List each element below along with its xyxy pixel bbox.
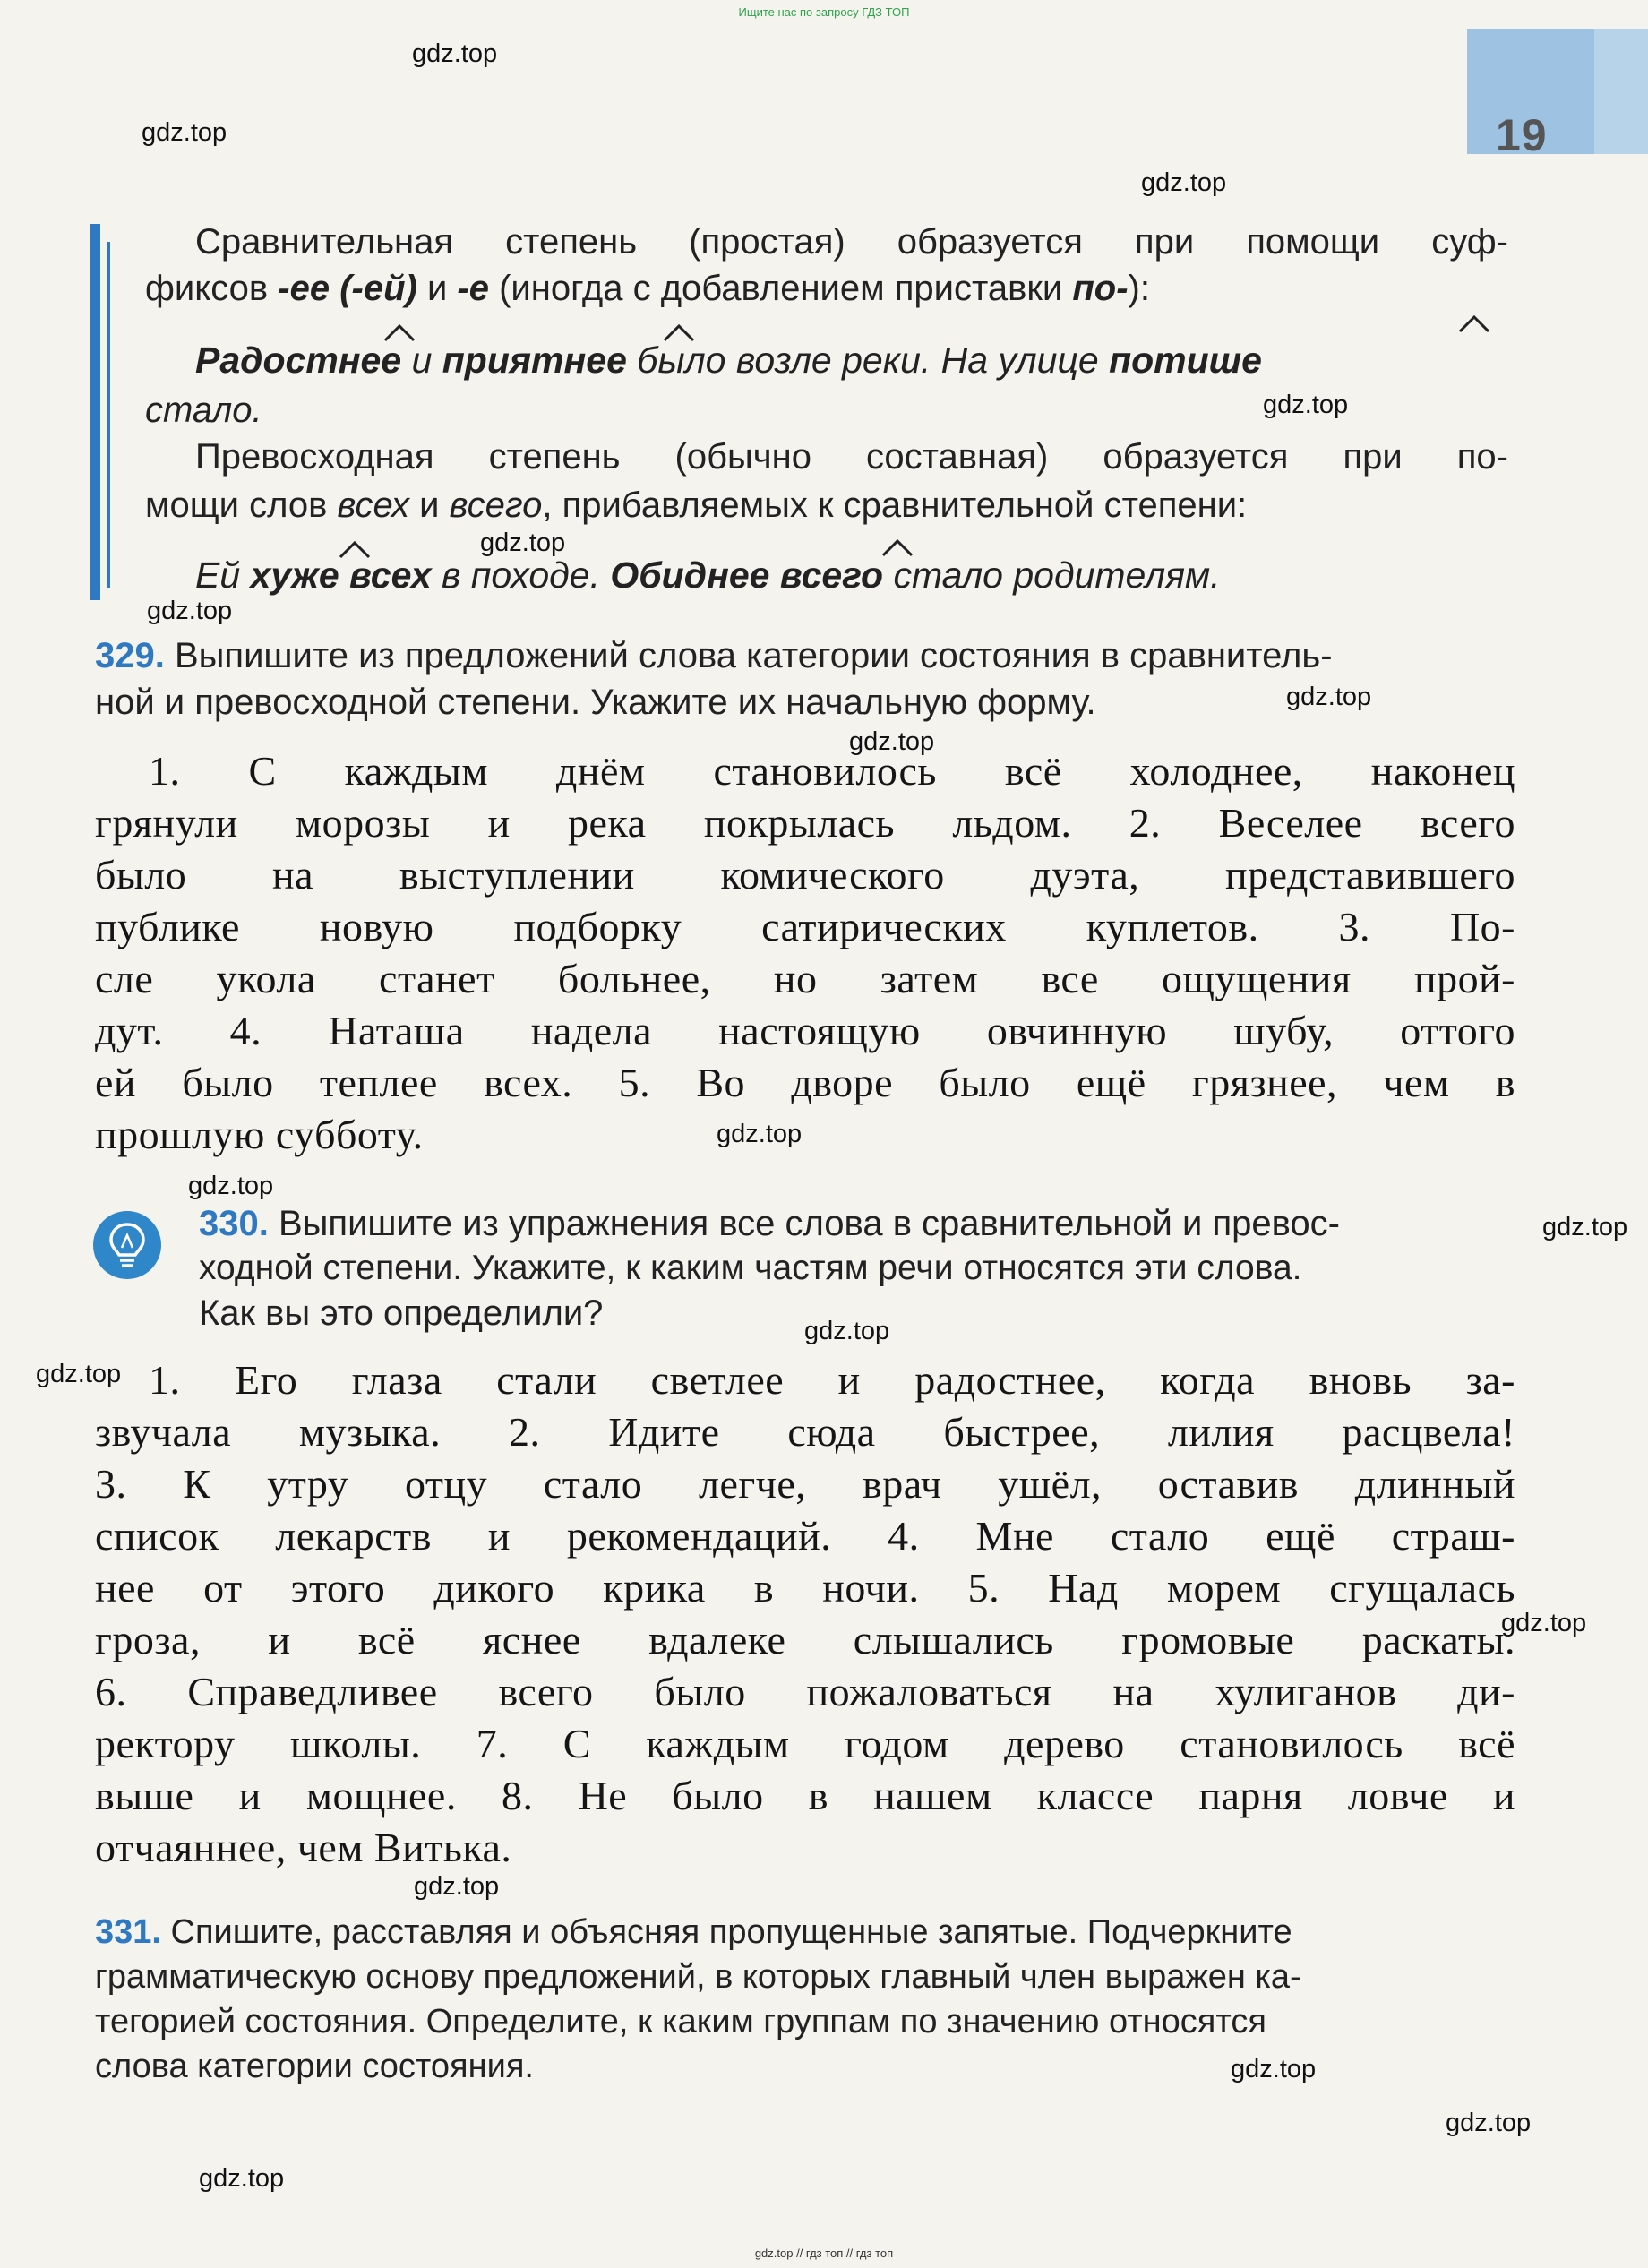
rule-line-5	[145, 482, 1515, 528]
prefix-po: по-	[1072, 269, 1129, 308]
text-line: звучала музыка. 2. Идите сюда быстрее, лилия расцвела!	[95, 1409, 1515, 1455]
watermark: gdz.top	[1231, 2055, 1317, 2083]
rule-example-1	[195, 337, 1508, 383]
corner-tab-light	[1594, 29, 1648, 154]
rule-text: Превосходная степень (обычно составная) образуется при по-	[195, 437, 1508, 477]
exercise-329-task-line-2: ной и превосходной степени. Укажите их начальную форму.	[95, 683, 1096, 722]
task-text: Спишите, расставляя и объясняя пропущенные запятые. Подчеркните	[170, 1913, 1292, 1951]
exercise-number: 329.	[95, 636, 165, 675]
rule-text: и	[416, 269, 458, 308]
rule-accent-bar	[90, 224, 100, 600]
text-line: ей было теплее всех. 5. Во дворе было ещё грязнее, чем в	[95, 1060, 1515, 1105]
stress-caret-icon	[339, 541, 371, 559]
text-line: ректору школы. 7. С каждым годом дерево становилось всё	[95, 1721, 1515, 1766]
exercise-330-task-line-3: Как вы это определили?	[199, 1293, 604, 1333]
exercise-331-task-line-2: грамматическую основу предложений, в которых главный член выражен ка-	[95, 1958, 1301, 1996]
watermark: gdz.top	[480, 528, 566, 557]
text-line: публике новую подборку сатирических куплетов. 3. По-	[95, 904, 1515, 949]
top-banner: Ищите нас по запросу ГДЗ ТОП	[738, 5, 910, 19]
rule-text: фиксов	[145, 269, 279, 308]
example-word: Обиднее всего	[610, 554, 884, 596]
text-line: выше и мощнее. 8. Не было в нашем классе парня ловче и	[95, 1773, 1515, 1818]
stress-caret-icon	[1458, 315, 1490, 333]
rule-text: мощи слов	[145, 485, 338, 525]
rule-accent-line	[107, 242, 110, 588]
word-vsego: всего	[449, 485, 543, 525]
rule-line-1	[195, 219, 1508, 265]
watermark: gdz.top	[1542, 1213, 1628, 1241]
rule-text: Сравнительная степень (простая) образуется при помощи суф-	[195, 222, 1508, 262]
exercise-329-text	[95, 745, 1515, 1161]
watermark: gdz.top	[1141, 168, 1227, 197]
watermark: gdz.top	[1286, 683, 1372, 711]
example-word: хуже всех	[250, 554, 432, 596]
exercise-331-task-line-4: слова категории состояния.	[95, 2048, 534, 2085]
watermark: gdz.top	[36, 1360, 122, 1388]
exercise-number: 331.	[95, 1913, 161, 1951]
watermark: gdz.top	[412, 39, 498, 68]
watermark: gdz.top	[199, 2164, 285, 2193]
watermark: gdz.top	[147, 597, 233, 625]
example-word: приятнее	[442, 339, 627, 381]
text-line: 1. С каждым днём становилось всё холоднее, наконец	[149, 748, 1515, 794]
text-line: прошлую субботу.	[95, 1112, 424, 1157]
watermark: gdz.top	[1446, 2109, 1532, 2137]
page-number: 19	[1496, 110, 1548, 160]
rule-example-1-end: стало.	[145, 391, 262, 430]
example-word: потише	[1109, 339, 1262, 381]
rule-text: стало родителям.	[883, 554, 1221, 596]
rule-text: и	[409, 485, 450, 525]
text-line: дут. 4. Наташа надела настоящую овчинную шубу, оттого	[95, 1008, 1515, 1053]
rule-text: было возле реки. На улице	[626, 339, 1110, 381]
stress-caret-icon	[383, 324, 416, 342]
watermark: gdz.top	[414, 1872, 500, 1901]
rule-line-4	[195, 434, 1508, 480]
watermark: gdz.top	[849, 727, 935, 756]
lightbulb-icon	[93, 1211, 161, 1279]
bottom-banner: gdz.top // гдз топ // гдз топ	[754, 2247, 894, 2260]
watermark: gdz.top	[188, 1172, 274, 1200]
watermark: gdz.top	[804, 1317, 890, 1345]
text-line: грянули морозы и река покрылась льдом. 2. Веселее всего	[95, 800, 1515, 846]
example-word: Радостнее	[195, 339, 402, 381]
exercise-330-text	[95, 1354, 1515, 1874]
exercise-330-task-line-1	[199, 1200, 1517, 1247]
rule-text: в походе.	[431, 554, 611, 596]
rule-text: (иногда с добавлением приставки	[489, 269, 1073, 308]
watermark: gdz.top	[1263, 391, 1349, 419]
text-line: 1. Его глаза стали светлее и радостнее, когда вновь за-	[149, 1357, 1515, 1403]
exercise-329-task-line-1	[95, 632, 1519, 679]
exercise-number: 330.	[199, 1204, 269, 1243]
rule-example-2	[195, 552, 1508, 598]
stress-caret-icon	[663, 324, 695, 342]
rule-line-2	[145, 265, 1515, 312]
rule-text: и	[401, 339, 442, 381]
task-text: Выпишите из упражнения все слова в сравнительной и превос-	[278, 1204, 1340, 1243]
text-line: нее от этого дикого крика в ночи. 5. Над морем сгущалась	[95, 1565, 1515, 1611]
watermark: gdz.top	[142, 118, 227, 147]
watermark: gdz.top	[717, 1120, 803, 1148]
rule-text: Ей	[195, 554, 251, 596]
rule-text: , прибавляемых к сравнительной степени:	[542, 485, 1248, 525]
text-line: отчаяннее, чем Витька.	[95, 1825, 512, 1870]
task-text: Выпишите из предложений слова категории состояния в сравнитель-	[174, 636, 1333, 675]
text-line: 6. Справедливее всего было пожаловаться на хулиганов ди-	[95, 1669, 1515, 1714]
text-line: 3. К утру отцу стало легче, врач ушёл, оставив длинный	[95, 1461, 1515, 1507]
suffix-e: -е	[457, 269, 489, 308]
suffix-ee: -ее (-ей)	[278, 269, 417, 308]
text-line: список лекарств и рекомендаций. 4. Мне стало ещё страш-	[95, 1513, 1515, 1559]
word-vsekh: всех	[337, 485, 410, 525]
exercise-331-task-line-3: тегорией состояния. Определите, к каким группам по значению относятся	[95, 2003, 1266, 2040]
text-line: сле укола станет больнее, но затем все ощущения прой-	[95, 956, 1515, 1001]
watermark: gdz.top	[1501, 1609, 1587, 1637]
text-line: гроза, и всё яснее вдалеке слышались громовые раскаты.	[95, 1617, 1515, 1662]
exercise-331-task-line-1	[95, 1910, 1519, 1954]
rule-text: ):	[1128, 269, 1150, 308]
exercise-330-task-line-2: ходной степени. Укажите, к каким частям речи относятся эти слова.	[199, 1249, 1302, 1287]
stress-caret-icon	[881, 539, 914, 557]
text-line: было на выступлении комического дуэта, представившего	[95, 852, 1515, 898]
